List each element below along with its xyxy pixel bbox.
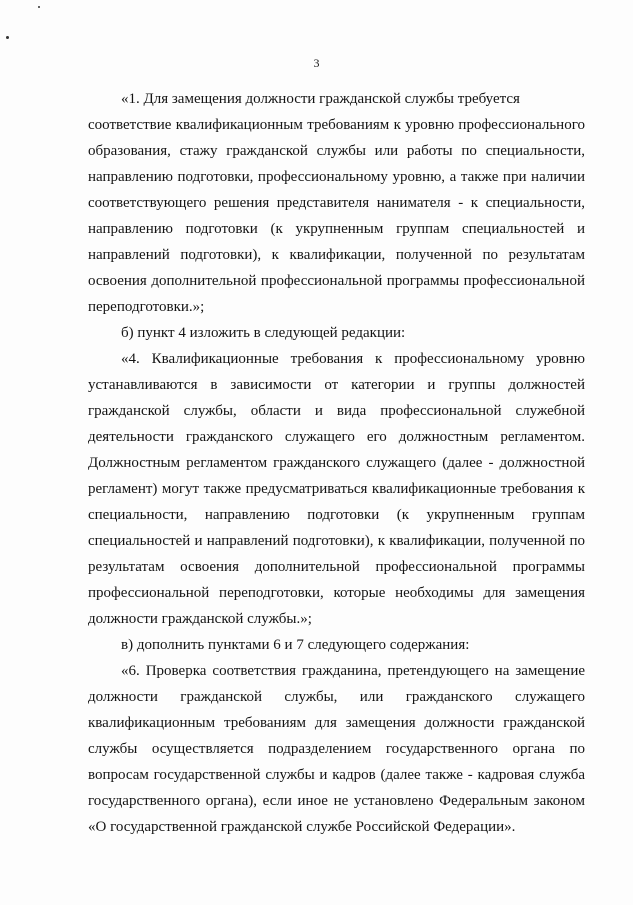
paragraph-3-line-3: гражданской службы, области и вида профессиональной служебной — [88, 403, 585, 419]
paragraph-3-line-8: специальностей и направлений подготовки), к квалификации, полученной по — [88, 533, 585, 549]
paragraph-5-line-1: «6. Проверка соответствия гражданина, претендующего на замещение — [121, 663, 585, 679]
paragraph-3-line-5: Должностным регламентом гражданского служащего (далее - должностной — [88, 455, 585, 471]
paragraph-1-line-1: «1. Для замещения должности гражданской службы требуется — [121, 91, 520, 107]
paragraph-3-line-9: результатам освоения дополнительной профессиональной программы — [88, 559, 585, 575]
paragraph-5-line-6: государственного органа), если иное не установлено Федеральным законом — [88, 793, 585, 809]
paragraph-5-line-5: вопросам государственной службы и кадров (далее также - кадровая служба — [88, 767, 585, 783]
paragraph-3-line-4: деятельности гражданского служащего его должностным регламентом. — [88, 429, 585, 445]
paragraph-3-line-2: устанавливаются в зависимости от категории и группы должностей — [88, 377, 585, 393]
paragraph-4-line-1: в) дополнить пунктами 6 и 7 следующего содержания: — [121, 637, 470, 653]
scan-speck — [6, 36, 9, 39]
paragraph-5-line-2: должности гражданской службы, или гражданского служащего — [88, 689, 585, 705]
paragraph-1-line-7: направлений подготовки), к квалификации, полученной по результатам — [88, 247, 585, 263]
paragraph-5-line-7: «О государственной гражданской службе Российской Федерации». — [88, 819, 516, 835]
paragraph-3-line-1: «4. Квалификационные требования к профессиональному уровню — [121, 351, 585, 367]
paragraph-5-line-3: квалификационным требованиям для замещения должности гражданской — [88, 715, 585, 731]
page-number: 3 — [313, 56, 320, 70]
paragraph-1-line-2: соответствие квалификационным требованиям к уровню профессионального — [88, 117, 585, 133]
paragraph-5-line-4: службы осуществляется подразделением государственного органа по — [88, 741, 585, 757]
paragraph-3-line-7: специальности, направлению подготовки (к укрупненным группам — [88, 507, 585, 523]
paragraph-1-line-8: освоения дополнительной профессиональной программы профессиональной — [88, 273, 585, 289]
paragraph-2-line-1: б) пункт 4 изложить в следующей редакции: — [121, 325, 406, 341]
paragraph-1-line-4: направлению подготовки, профессиональному уровню, а также при наличии — [88, 169, 585, 185]
paragraph-3-line-10: профессиональной переподготовки, которые необходимы для замещения — [88, 585, 585, 601]
paragraph-1-line-3: образования, стажу гражданской службы или работы по специальности, — [88, 143, 585, 159]
scan-speck — [38, 6, 40, 8]
paragraph-3-line-11: должности гражданской службы.»; — [88, 611, 312, 627]
paragraph-1-line-9: переподготовки.»; — [88, 299, 205, 315]
paragraph-3-line-6: регламент) могут также предусматриваться квалификационные требования к — [88, 481, 585, 497]
paragraph-1-line-6: направлению подготовки (к укрупненным группам специальностей и — [88, 221, 585, 237]
paragraph-1-line-5: соответствующего решения представителя нанимателя - к специальности, — [88, 195, 585, 211]
